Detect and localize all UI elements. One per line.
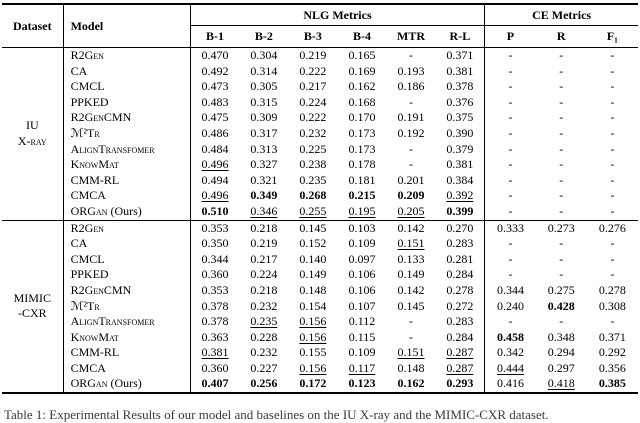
metric-cell: 0.201 — [397, 172, 425, 187]
metric-cell: - — [559, 314, 564, 329]
col-group-nlg-metrics: NLG Metrics — [190, 4, 484, 26]
model-name-cell — [63, 64, 190, 80]
metric-cell: 0.149 — [299, 267, 327, 282]
metric-cell: 0.496 — [201, 157, 229, 172]
table-row — [2, 314, 638, 330]
metric-cell: 0.225 — [299, 141, 327, 156]
model-name: CMM-RL — [70, 345, 120, 360]
table-row — [2, 330, 638, 346]
dataset-label-line: IU — [25, 118, 39, 133]
metric-cell: 0.152 — [299, 236, 327, 251]
metric-cell: - — [508, 314, 513, 329]
table-row — [2, 252, 638, 268]
model-name: CMM-RL — [70, 172, 120, 187]
metric-cell: - — [559, 157, 564, 172]
metric-cell: 0.327 — [250, 157, 278, 172]
table-row — [2, 126, 638, 142]
metric-cell: - — [559, 79, 564, 94]
metric-cell: - — [508, 48, 513, 62]
metric-cell: 0.169 — [348, 63, 376, 78]
metric-cell: 0.390 — [436, 126, 485, 142]
table-row — [2, 48, 638, 64]
col-header-p: P — [485, 26, 536, 48]
dataset-cell — [2, 220, 63, 393]
metric-cell: 0.278 — [598, 282, 626, 297]
metric-cell: 0.313 — [250, 141, 278, 156]
model-name: PPKED — [70, 94, 109, 109]
model-name-cell — [63, 376, 190, 393]
table-row — [2, 299, 638, 315]
table-row — [2, 142, 638, 158]
metric-cell: 0.349 — [250, 188, 278, 203]
table-row — [2, 110, 638, 126]
metric-cell: 0.193 — [397, 63, 425, 78]
model-name-cell — [63, 204, 190, 220]
metric-cell: 0.510 — [201, 203, 229, 218]
col-header-b2: B-2 — [239, 26, 288, 48]
metric-cell: - — [508, 203, 513, 218]
metric-cell: - — [559, 141, 564, 156]
metric-cell: - — [610, 94, 615, 109]
model-name-cell — [63, 142, 190, 158]
metric-cell: 0.145 — [288, 220, 337, 236]
metric-cell: 0.142 — [387, 220, 436, 236]
col-header-b3: B-3 — [288, 26, 337, 48]
metric-cell: 0.217 — [299, 79, 327, 94]
table-row — [2, 220, 638, 236]
metric-cell: 0.148 — [299, 282, 327, 297]
metric-cell: 0.348 — [547, 329, 575, 344]
metric-cell: 0.232 — [299, 125, 327, 140]
dataset-cell — [2, 48, 63, 221]
metric-cell: 0.178 — [348, 157, 376, 172]
metric-cell: 0.217 — [250, 251, 278, 266]
metric-cell: - — [610, 63, 615, 78]
metric-cell: 0.371 — [436, 48, 485, 64]
metric-cell: - — [610, 141, 615, 156]
model-name-cell — [63, 345, 190, 361]
metric-cell: 0.106 — [348, 267, 376, 282]
metric-cell: 0.392 — [436, 188, 485, 204]
model-name-cell — [63, 173, 190, 189]
table-row — [2, 188, 638, 204]
model-name: KnowMat — [70, 157, 119, 172]
metric-cell: 0.270 — [436, 220, 485, 236]
table-row — [2, 361, 638, 377]
metric-cell: 0.294 — [547, 345, 575, 360]
metric-cell: 0.117 — [348, 360, 376, 375]
metric-cell: 0.353 — [201, 282, 229, 297]
model-name: CA — [70, 63, 88, 78]
metric-cell: 0.156 — [299, 360, 327, 375]
metric-cell: 0.273 — [536, 220, 587, 236]
table-caption: Table 1: Experimental Results of our model and baselines on the IU X-ray and the MIMIC-CXR dataset. — [4, 407, 549, 422]
metric-cell: 0.218 — [250, 282, 278, 297]
metric-cell: 0.376 — [436, 95, 485, 111]
metric-cell: 0.103 — [337, 220, 386, 236]
metric-cell: 0.205 — [397, 203, 425, 218]
metric-cell: 0.209 — [397, 188, 425, 203]
metric-cell: 0.148 — [397, 360, 425, 375]
metric-cell: 0.156 — [299, 329, 327, 344]
metric-cell: 0.256 — [250, 376, 278, 391]
metric-cell: 0.224 — [250, 267, 278, 282]
metric-cell: 0.232 — [250, 345, 278, 360]
model-name-cell — [63, 361, 190, 377]
metric-cell: - — [610, 236, 615, 251]
metric-cell: 0.484 — [201, 141, 229, 156]
table-row — [2, 173, 638, 189]
model-name-suffix: (Ours) — [107, 376, 142, 391]
metric-cell: - — [610, 48, 615, 62]
metric-cell: 0.281 — [436, 252, 485, 268]
col-header-mtr: MTR — [387, 26, 436, 48]
metric-cell: 0.115 — [348, 329, 376, 344]
metric-cell: 0.155 — [299, 345, 327, 360]
metric-cell: 0.304 — [250, 48, 278, 62]
metric-cell: 0.356 — [598, 360, 626, 375]
metric-cell: - — [508, 157, 513, 172]
metric-cell: 0.149 — [397, 267, 425, 282]
metric-cell: - — [508, 79, 513, 94]
model-name: CA — [70, 236, 88, 251]
metric-cell: 0.227 — [250, 360, 278, 375]
table-header — [2, 4, 638, 48]
metric-cell: 0.473 — [201, 79, 229, 94]
metric-cell: - — [508, 267, 513, 282]
metric-cell: 0.165 — [348, 48, 376, 62]
model-name-cell — [63, 188, 190, 204]
metric-cell: - — [508, 188, 513, 203]
metric-cell: - — [610, 172, 615, 187]
table-row — [2, 79, 638, 95]
metric-cell: 0.381 — [436, 157, 485, 173]
col-header-dataset: Dataset — [2, 4, 63, 48]
metric-cell: 0.142 — [397, 282, 425, 297]
metric-cell: 0.379 — [436, 142, 485, 158]
model-name: PPKED — [70, 267, 109, 282]
metric-cell: 0.284 — [436, 330, 485, 346]
metric-cell: 0.140 — [299, 251, 327, 266]
metric-cell: 0.309 — [250, 110, 278, 125]
metric-cell: 0.344 — [201, 251, 229, 266]
col-header-f1: F₁ — [587, 26, 638, 48]
metric-cell: 0.384 — [436, 173, 485, 189]
metric-cell: 0.418 — [547, 376, 575, 391]
metric-cell: 0.378 — [201, 298, 229, 313]
header-group-row — [2, 4, 638, 26]
metric-cell: 0.305 — [250, 79, 278, 94]
metric-cell: 0.407 — [201, 376, 229, 391]
metric-cell: 0.399 — [436, 204, 485, 220]
metric-cell: 0.168 — [348, 94, 376, 109]
metric-cell: 0.112 — [348, 314, 376, 329]
metric-cell: - — [508, 236, 513, 251]
metric-cell: 0.342 — [496, 345, 524, 360]
metric-cell: - — [559, 172, 564, 187]
table-row — [2, 95, 638, 111]
metric-cell: 0.238 — [299, 157, 327, 172]
metric-cell: - — [409, 329, 414, 344]
table-row — [2, 64, 638, 80]
col-header-model: Model — [63, 4, 190, 48]
metric-cell: 0.494 — [201, 172, 229, 187]
col-header-b4: B-4 — [337, 26, 386, 48]
metric-cell: 0.278 — [436, 283, 485, 299]
metric-cell: - — [508, 63, 513, 78]
metric-cell: 0.151 — [397, 236, 425, 251]
metric-cell: 0.346 — [250, 203, 278, 218]
page — [0, 3, 640, 422]
metric-cell: 0.283 — [436, 236, 485, 252]
metric-cell: - — [610, 110, 615, 125]
metric-cell: 0.275 — [547, 282, 575, 297]
metric-cell: 0.218 — [239, 220, 288, 236]
table-row — [2, 267, 638, 283]
metric-cell: 0.272 — [436, 299, 485, 315]
model-name: CMCA — [70, 188, 106, 203]
metric-cell: 0.458 — [496, 329, 524, 344]
model-name: R2GenCMN — [70, 282, 132, 297]
metric-cell: 0.170 — [348, 110, 376, 125]
metric-cell: - — [559, 110, 564, 125]
metric-cell: - — [409, 141, 414, 156]
metric-cell: - — [610, 251, 615, 266]
metric-cell: 0.191 — [397, 110, 425, 125]
metric-cell: 0.350 — [201, 236, 229, 251]
model-name: CMCA — [70, 360, 106, 375]
metric-cell: - — [559, 188, 564, 203]
metric-cell: - — [559, 236, 564, 251]
metric-cell: 0.292 — [598, 345, 626, 360]
metric-cell: 0.145 — [397, 298, 425, 313]
model-name: CMCL — [70, 251, 105, 266]
table-row — [2, 204, 638, 220]
metric-cell: 0.360 — [201, 360, 229, 375]
metric-cell: - — [559, 125, 564, 140]
metric-cell: 0.385 — [598, 376, 626, 391]
metric-cell: - — [559, 63, 564, 78]
metric-cell: - — [409, 94, 414, 109]
metric-cell: 0.195 — [348, 203, 376, 218]
metric-cell: 0.186 — [397, 79, 425, 94]
metric-cell: 0.378 — [201, 314, 229, 329]
metric-cell: 0.483 — [201, 94, 229, 109]
metric-cell: - — [559, 267, 564, 282]
model-name-cell — [63, 330, 190, 346]
model-name: ℳ²Tr — [70, 298, 100, 313]
metric-cell: 0.222 — [299, 63, 327, 78]
metric-cell: 0.317 — [250, 125, 278, 140]
model-name-cell — [63, 236, 190, 252]
col-group-ce-metrics: CE Metrics — [485, 4, 638, 26]
metric-cell: - — [409, 48, 414, 62]
metric-cell: 0.297 — [547, 360, 575, 375]
metric-cell: 0.363 — [201, 329, 229, 344]
model-name: ℳ²Tr — [70, 125, 100, 140]
metric-cell: 0.154 — [299, 298, 327, 313]
model-name-cell — [63, 157, 190, 173]
metric-cell: 0.344 — [496, 282, 524, 297]
metric-cell: - — [559, 251, 564, 266]
metric-cell: 0.287 — [436, 345, 485, 361]
model-name-cell — [63, 252, 190, 268]
col-header-rl: R-L — [436, 26, 485, 48]
metric-cell: - — [508, 110, 513, 125]
model-name-cell — [63, 95, 190, 111]
model-name-suffix: (Ours) — [107, 203, 142, 218]
metric-cell: 0.172 — [299, 376, 327, 391]
metric-cell: 0.106 — [348, 282, 376, 297]
metric-cell: 0.381 — [436, 64, 485, 80]
metric-cell: 0.371 — [598, 329, 626, 344]
metric-cell: 0.219 — [299, 48, 327, 62]
col-header-r: R — [536, 26, 587, 48]
metric-cell: - — [559, 48, 564, 62]
metric-cell: 0.492 — [201, 63, 229, 78]
metric-cell: 0.444 — [496, 360, 524, 375]
model-name: R2GenCMN — [70, 110, 132, 125]
metric-cell: 0.133 — [397, 251, 425, 266]
metric-cell: - — [508, 125, 513, 140]
metric-cell: - — [610, 157, 615, 172]
model-name: KnowMat — [70, 329, 119, 344]
table-row — [2, 283, 638, 299]
metric-cell: 0.181 — [348, 172, 376, 187]
metric-cell: 0.162 — [397, 376, 425, 391]
model-name-cell — [63, 79, 190, 95]
metric-cell: - — [610, 188, 615, 203]
metric-cell: 0.496 — [201, 188, 229, 203]
metric-cell: 0.162 — [348, 79, 376, 94]
table-body — [2, 48, 638, 394]
model-name: AlignTransfomer — [70, 314, 155, 329]
metric-cell: 0.097 — [348, 251, 376, 266]
metric-cell: 0.276 — [587, 220, 638, 236]
metric-cell: 0.222 — [299, 110, 327, 125]
model-name: AlignTransfomer — [70, 141, 155, 156]
metric-cell: 0.215 — [348, 188, 376, 203]
dataset-label-line: X-ray — [17, 133, 47, 148]
metric-cell: - — [610, 267, 615, 282]
model-name-cell — [63, 314, 190, 330]
metric-cell: 0.224 — [299, 94, 327, 109]
metric-cell: 0.123 — [348, 376, 376, 391]
model-name-cell — [63, 220, 190, 236]
metric-cell: 0.235 — [250, 314, 278, 329]
metric-cell: 0.314 — [250, 63, 278, 78]
metric-cell: 0.255 — [299, 203, 327, 218]
metric-cell: - — [559, 94, 564, 109]
metric-cell: 0.235 — [299, 172, 327, 187]
model-name: ORGan — [70, 376, 108, 391]
metric-cell: 0.109 — [348, 345, 376, 360]
metric-cell: - — [559, 203, 564, 218]
metric-cell: 0.173 — [348, 141, 376, 156]
metric-cell: 0.240 — [496, 298, 524, 313]
model-name: CMCL — [70, 79, 105, 94]
model-name-cell — [63, 126, 190, 142]
metric-cell: 0.475 — [201, 110, 229, 125]
metric-cell: - — [610, 79, 615, 94]
metric-cell: - — [610, 125, 615, 140]
metric-cell: 0.283 — [436, 314, 485, 330]
metric-cell: - — [508, 251, 513, 266]
metric-cell: 0.353 — [190, 220, 239, 236]
col-header-b1: B-1 — [190, 26, 239, 48]
metric-cell: - — [508, 141, 513, 156]
model-name: ORGan — [70, 203, 108, 218]
metric-cell: 0.232 — [250, 298, 278, 313]
metric-cell: 0.308 — [598, 298, 626, 313]
dataset-label-line: -CXR — [17, 306, 47, 321]
metric-cell: 0.293 — [436, 376, 485, 393]
metric-cell: 0.315 — [250, 94, 278, 109]
metric-cell: 0.381 — [201, 345, 229, 360]
results-table — [2, 3, 638, 394]
model-name-cell — [63, 299, 190, 315]
metric-cell: 0.156 — [299, 314, 327, 329]
model-name-cell — [63, 48, 190, 64]
metric-cell: 0.486 — [201, 125, 229, 140]
metric-cell: 0.109 — [348, 236, 376, 251]
metric-cell: 0.416 — [496, 376, 524, 391]
table-row — [2, 236, 638, 252]
model-name-cell — [63, 110, 190, 126]
metric-cell: - — [409, 314, 414, 329]
metric-cell: 0.268 — [299, 188, 327, 203]
metric-cell: 0.284 — [436, 267, 485, 283]
table-row — [2, 376, 638, 393]
model-name: R2Gen — [70, 220, 104, 235]
model-name-cell — [63, 283, 190, 299]
metric-cell: 0.321 — [250, 172, 278, 187]
metric-cell: 0.287 — [436, 361, 485, 377]
metric-cell: 0.333 — [485, 220, 536, 236]
metric-cell: 0.228 — [250, 329, 278, 344]
model-name-cell — [63, 267, 190, 283]
metric-cell: - — [610, 203, 615, 218]
metric-cell: 0.219 — [250, 236, 278, 251]
table-row — [2, 157, 638, 173]
model-name: R2Gen — [70, 48, 104, 62]
metric-cell: - — [610, 314, 615, 329]
table-row — [2, 345, 638, 361]
metric-cell: 0.378 — [436, 79, 485, 95]
metric-cell: 0.173 — [348, 125, 376, 140]
metric-cell: - — [409, 157, 414, 172]
metric-cell: 0.360 — [201, 267, 229, 282]
metric-cell: 0.375 — [436, 110, 485, 126]
metric-cell: - — [508, 94, 513, 109]
metric-cell: 0.151 — [397, 345, 425, 360]
metric-cell: 0.428 — [547, 298, 575, 313]
metric-cell: - — [508, 172, 513, 187]
metric-cell: 0.470 — [201, 48, 229, 62]
dataset-label-line: MIMIC — [13, 290, 51, 305]
metric-cell: 0.107 — [348, 298, 376, 313]
metric-cell: 0.192 — [397, 125, 425, 140]
